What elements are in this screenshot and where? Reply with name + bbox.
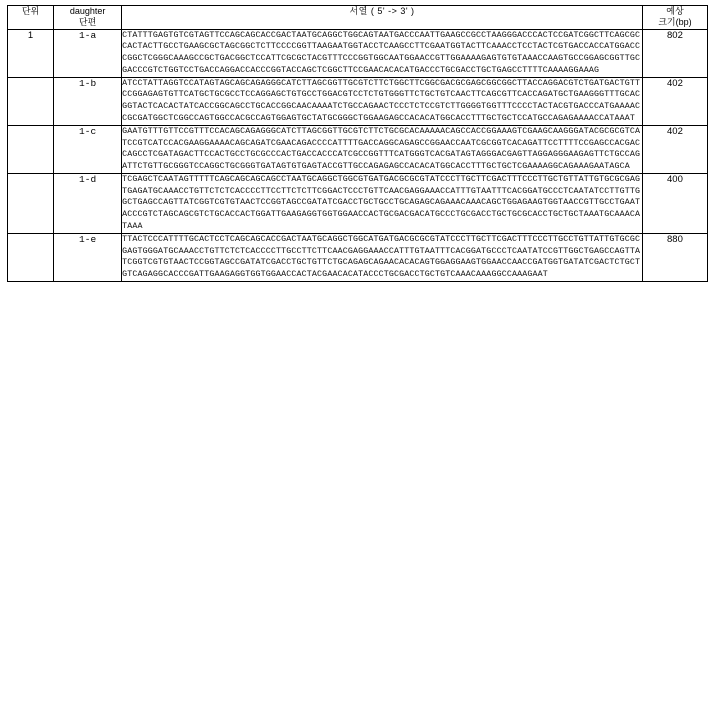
column-header-daughter-line2: 단편 (78, 17, 97, 28)
column-header-sequence: 서열 ( 5' -> 3' ) (122, 6, 643, 30)
cell-unit (8, 125, 54, 173)
cell-unit (8, 233, 54, 281)
cell-sequence (122, 125, 643, 173)
cell-daughter-fragment: 1-d (54, 173, 122, 233)
cell-expected-size: 880 (642, 233, 707, 281)
cell-expected-size: 400 (642, 173, 707, 233)
table-row (8, 77, 708, 125)
cell-sequence (122, 233, 643, 281)
table-body (8, 29, 708, 281)
table-row (8, 233, 708, 281)
table-header-row (8, 6, 708, 30)
table-row (8, 173, 708, 233)
column-header-size-line1: 예상 (666, 6, 684, 16)
table-header (8, 6, 708, 30)
cell-unit (8, 77, 54, 125)
sequence-table (7, 5, 708, 282)
table-row (8, 29, 708, 77)
cell-sequence (122, 173, 643, 233)
cell-sequence (122, 29, 643, 77)
cell-expected-size: 402 (642, 125, 707, 173)
sequence-text: TTACTCCCATTTTGCACTCCTCAGCAGCACCGACTAATGCAGGCTGGCATGATGACGCGCGTATCCCTTGCTTCGACTTTCCCTTGCCTGTTATTGTGCGCGAGTGGGATGCAAACCTGTTCTCTCACCCCTTGCCTTCTTCAACGAGGAAACCATTTGTAATTTCACGGATGCCCTCAATATCCGTTGGCTGAGCCAGTTATCGGTCGTGTAACTCCGGTAGCCGATATCGACCTGCTGTTCTGCAGAGCAGAACACACAGTGGAGGAAGTGGAACCAACCGATGGTGATATCGACTCTGCTGTCAGAGGCACCCGATTGAAGAGGTGGTGGAACCACTACGAACACATACCCTGCGACCTGCTGTCAAACAAAGGCCAAAGAAT (122, 234, 641, 280)
sequence-text: CTATTTGAGTGTCGTAGTTCCAGCAGCACCGACTAATGCAGGCTGGCAGTAATGACCCAATTGAAGCCGCCTAAGGGACCCACTCCGATCGGCTTCAGCGCCACTACTTGCCTGAAGCGCTAGCGGCTCTTCCCCGGTTAAGAATGGTACCTCAAGCCTTCGAATGGTACTTCAAACCTCCTACTCGTGACCACCATGGACCCGGCTCGGGCAAAGCCGCTGACGGCTCCATTCGCGCTACGTTTCCCGGTGGCAATGGAACCGTTGGAAAAGAGTGTGTAAACCAAGTGCCGGAGCGGTTGCGACCCGTCTGGTCCTGACCAGGACCACCCGGTACCAGCTCGGCTTCCGAACACACATGACCCTGCGACCTGCTGAGCCTTTTCAAAAGGAAAG (122, 30, 641, 75)
cell-daughter-fragment: 1-b (54, 77, 122, 125)
column-header-size (642, 6, 707, 30)
sequence-text: ATCCTATTAGGTCCATAGTAGCAGCAGAGGGCATCTTAGCGGTTGCGTCTTCTGGCTTCGGCGACGCGAGCGGCGGCTTACCAGGACGTCTGATGACTGTTCCGGAGAGTGTTCATGCTGCGCCTCCAGGAGCTGTGCCTGGACGTCCTCTGTGGGTTCTGCTGTCAACTTCAGCGTTCACCAGATGCTGAAGGGTTTGCACGGTACTCACACTATCACCGGCAGCCTGCACCGGCAACAAAATCTGCCAGAACTCCCTCTCCGTCTTGGGGTGGTTTCCCCTACTACGTGACCCATGAAAACCGCGATGGCTCGGCCAGTGGCCACGCCAGTGGAGTGCTATGCGGGCTGGAAGAGCCACACATGGCACCTTTGCTGCTCCATGCCAGAGAAAACCATAAAT (122, 78, 641, 123)
sequence-text: TCGAGCTCAATAGTTTTTCAGCAGCAGCAGCCTAATGCAGGCTGGCGTGATGACGCGCGTATCCCTTGCTTCGACTTTCCCTTGCTGTTATTGTGCGCGAGTGAGATGCAAACCTGTTCTCTCACCCCTTCCTTCTCTTCGGACTCCCTGTTCAACGAGGAAACCATTTGTAATTTCACGGATGCCCTCAATATCCTTGTTGGCTGAGCCAGTTATCGGTCGTGTAACTCCGGTAGCCGATATCGACCTGCTGCCTGCAGAGCAGAAACAAACAGCTGGAGAAGTGGTAACCGTTGCCTGAATACCCGTCTAGCAGCGTCTGCACCACTGGATTGAAGAGGTGGTGGAACCACTGCGACGACATGCCCTGCGACCTGCTGCGCACCTGCTGCTAAATGCAAACATAAA (122, 174, 641, 231)
cell-sequence (122, 77, 643, 125)
cell-expected-size: 802 (642, 29, 707, 77)
sequence-text: GAATGTTTGTTCCGTTTCCACAGCAGAGGGCATCTTAGCGGTTGCGTCTTCTGCGCACAAAAACAGCCACCGGAAAGTCGAAGCAAGGGATACGCGCGTCATCCGTCATCCACGAAGGAAAACAGCAGATCGAACAGACCCCATTTTGACCAGGCAGAGCCGGAACCAATCGCGGTCACAGATTCCTTTTCCGAGCCACGACCAGCCTCGATAGACTTCCACTGCCTGCGCCCACTGACCACCCATCGCCGGTTTCATGGGTCACGATAGTAGGGACGAGTTAGGAGGGAAGAGTTCTGCCAGATTCTGTTGCGGGTCCAGGCTGCGGGTGATAGTGTGAGTACCGTTGCCAGAGAGCCACACATGGCACCTTTGCTGCTCGAAAAGGCAGAAAGAATAGCA (122, 126, 641, 172)
cell-unit: 1 (8, 29, 54, 77)
cell-daughter-fragment: 1-a (54, 29, 122, 77)
cell-daughter-fragment: 1-c (54, 125, 122, 173)
column-header-daughter-line1: daughter (69, 6, 106, 16)
cell-expected-size: 402 (642, 77, 707, 125)
column-header-unit: 단위 (8, 6, 54, 30)
column-header-daughter (54, 6, 122, 30)
cell-unit (8, 173, 54, 233)
table-row (8, 125, 708, 173)
column-header-size-line2: 크기(bp) (658, 17, 692, 28)
cell-daughter-fragment: 1-e (54, 233, 122, 281)
